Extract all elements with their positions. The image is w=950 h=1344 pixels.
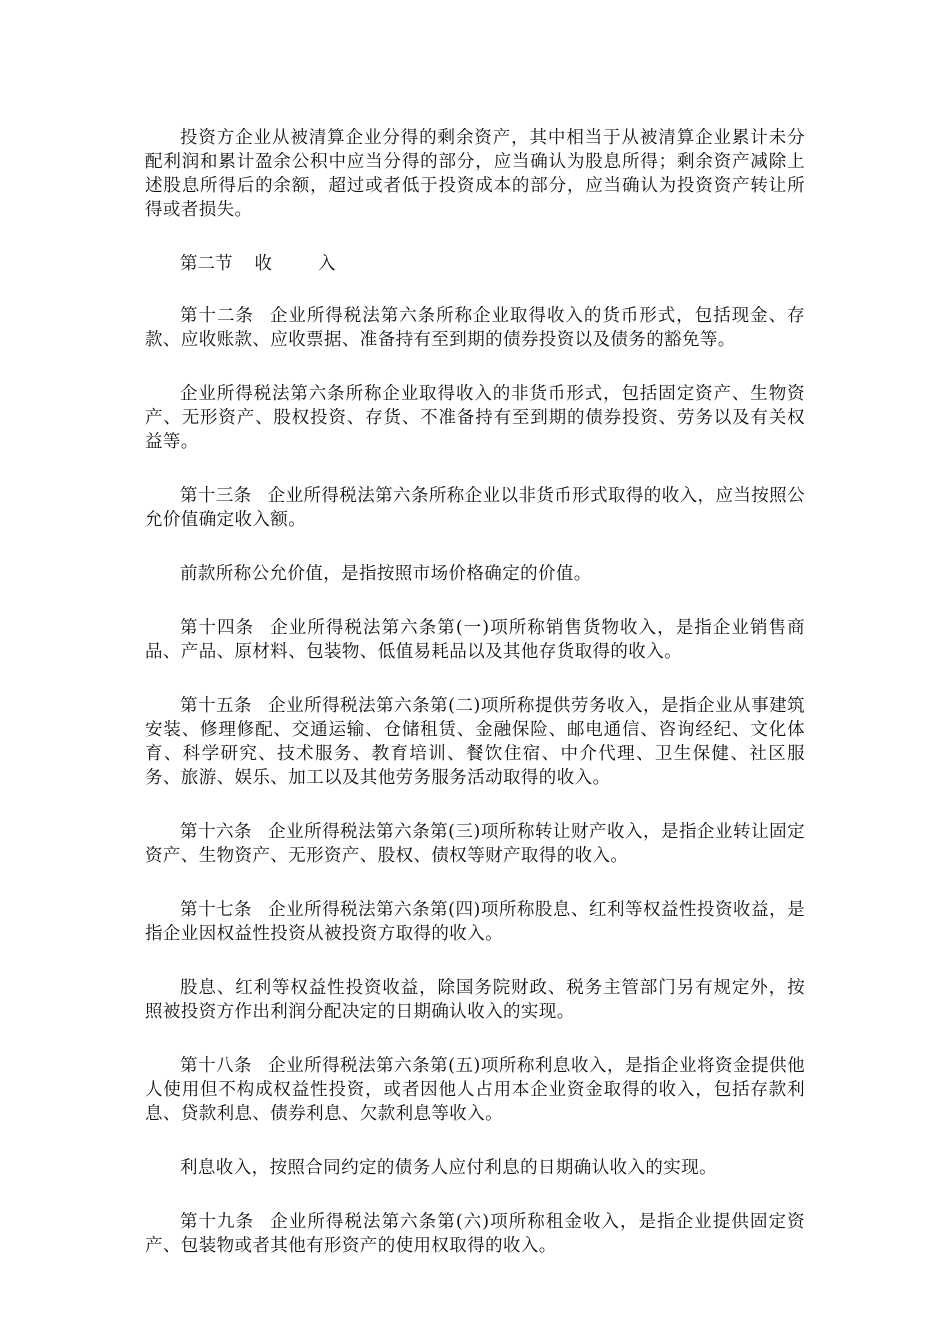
section-heading — [145, 252, 805, 276]
article-19 — [145, 1210, 805, 1258]
article-text: 企业所得税法第六条第(二)项所称提供劳务收入，是指企业从事建筑安装、修理修配、交通运输、仓储租赁、金融保险、邮电通信、咨询经纪、文化体育、科学研究、技术服务、教育培训、餐饮住宿、中介代理、卫生保健、社区服务、旅游、娱乐、加工以及其他劳务服务活动取得的收入。 — [145, 696, 805, 788]
article-number: 第十三条 — [180, 486, 252, 506]
article-16 — [145, 820, 805, 868]
article-13 — [145, 484, 805, 532]
article-text: 企业所得税法第六条所称企业取得收入的货币形式，包括现金、存款、应收账款、应收票据、准备持有至到期的债券投资以及债务的豁免等。 — [145, 306, 805, 350]
article-number: 第十九条 — [180, 1212, 255, 1232]
article-18-paragraph-2: 利息收入，按照合同约定的债务人应付利息的日期确认收入的实现。 — [180, 1158, 717, 1178]
article-17 — [145, 898, 805, 946]
article-17-paragraph-2: 股息、红利等权益性投资收益，除国务院财政、税务主管部门另有规定外，按照被投资方作出利润分配决定的日期确认收入的实现。 — [145, 978, 805, 1022]
document-body — [145, 126, 805, 1288]
article-18 — [145, 1054, 805, 1126]
article-number: 第十四条 — [180, 618, 255, 638]
article-12 — [145, 304, 805, 352]
article-12-paragraph-2: 企业所得税法第六条所称企业取得收入的非货币形式，包括固定资产、生物资产、无形资产、股权投资、存货、不准备持有至到期的债券投资、劳务以及有关权益等。 — [145, 384, 805, 452]
article-text: 企业所得税法第六条第(一)项所称销售货物收入，是指企业销售商品、产品、原材料、包装物、低值易耗品以及其他存货取得的收入。 — [145, 618, 805, 662]
article-number: 第十五条 — [180, 696, 253, 716]
article-number: 第十二条 — [180, 306, 254, 326]
section-title: 收入 — [254, 254, 382, 274]
article-text: 企业所得税法第六条所称企业以非货币形式取得的收入，应当按照公允价值确定收入额。 — [145, 486, 805, 530]
article-15 — [145, 694, 805, 790]
article-14 — [145, 616, 805, 664]
article-text: 企业所得税法第六条第(六)项所称租金收入，是指企业提供固定资产、包装物或者其他有形资产的使用权取得的收入。 — [145, 1212, 805, 1256]
article-text: 企业所得税法第六条第(五)项所称利息收入，是指企业将资金提供他人使用但不构成权益性投资，或者因他人占用本企业资金取得的收入，包括存款利息、贷款利息、债券利息、欠款利息等收入。 — [145, 1056, 805, 1124]
article-number: 第十七条 — [180, 900, 253, 920]
section-number: 第二节 — [180, 254, 233, 274]
article-text: 企业所得税法第六条第(三)项所称转让财产收入，是指企业转让固定资产、生物资产、无形资产、股权、债权等财产取得的收入。 — [145, 822, 805, 866]
article-text: 企业所得税法第六条第(四)项所称股息、红利等权益性投资收益，是指企业因权益性投资从被投资方取得的收入。 — [145, 900, 805, 944]
article-number: 第十六条 — [180, 822, 253, 842]
paragraph-liquidation-assets: 投资方企业从被清算企业分得的剩余资产，其中相当于从被清算企业累计未分配利润和累计盈余公积中应当分得的部分，应当确认为股息所得；剩余资产减除上述股息所得后的余额，超过或者低于投资成本的部分，应当确认为投资资产转让所得或者损失。 — [145, 128, 805, 220]
article-number: 第十八条 — [180, 1056, 253, 1076]
article-13-paragraph-2: 前款所称公允价值，是指按照市场价格确定的价值。 — [180, 564, 592, 584]
